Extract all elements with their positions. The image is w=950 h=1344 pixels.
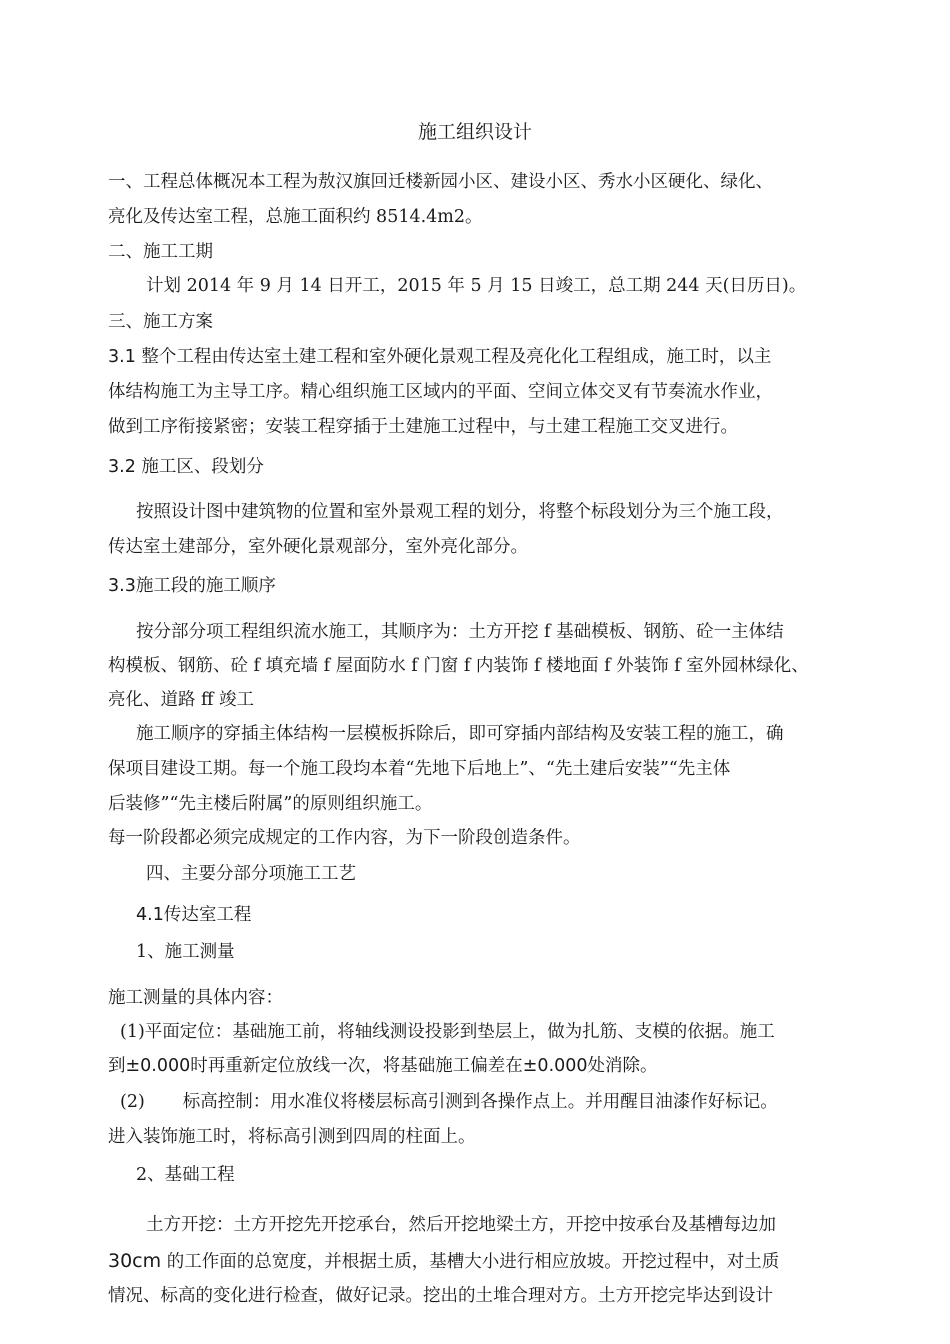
survey-item-1-line-1: (1)平面定位：基础施工前，将轴线测设投影到垫层上，做为扎筋、支模的依据。施工 bbox=[120, 1022, 775, 1042]
clause-3-2-line-1: 按照设计图中建筑物的位置和室外景观工程的划分，将整个标段划分为三个施工段， bbox=[136, 502, 784, 522]
survey-intro: 施工测量的具体内容： bbox=[108, 988, 283, 1008]
clause-3-2-heading: 3.2 施工区、段划分 bbox=[108, 457, 264, 477]
item-1-heading: 1、施工测量 bbox=[136, 942, 235, 962]
clause-3-1-line-2: 体结构施工为主导工序。精心组织施工区域内的平面、空间立体交叉有节奏流水作业， bbox=[108, 382, 773, 402]
survey-item-1-line-2: 到±0.000时再重新定位放线一次，将基础施工偏差在±0.000处消除。 bbox=[108, 1056, 658, 1076]
clause-3-1-line-1: 3.1 整个工程由传达室土建工程和室外硬化景观工程及亮化化工程组成，施工时，以主 bbox=[108, 347, 772, 367]
schedule-line: 计划 2014 年 9 月 14 日开工，2015 年 5 月 15 日竣工，总工期 244 天(日历日)。 bbox=[146, 276, 807, 296]
survey-item-2-line-2: 进入装饰施工时，将标高引测到四周的柱面上。 bbox=[108, 1127, 476, 1147]
sequence-line-4: 每一阶段都必须完成规定的工作内容，为下一阶段创造条件。 bbox=[108, 828, 581, 848]
clause-3-3-line-1: 按分部分项工程组织流水施工，其顺序为：土方开挖 f 基础模板、钢筋、砼一主体结 bbox=[136, 622, 784, 642]
clause-3-3-line-3: 亮化、道路 ff 竣工 bbox=[108, 690, 255, 710]
sequence-line-3: 后装修”“先主楼后附属”的原则组织施工。 bbox=[108, 794, 433, 814]
clause-3-2-line-2: 传达室土建部分，室外硬化景观部分，室外亮化部分。 bbox=[108, 537, 528, 557]
overview-line-2: 亮化及传达室工程，总施工面积约 8514.4m2。 bbox=[108, 207, 483, 227]
earthwork-line-2: 30cm 的工作面的总宽度，并根据土质，基槽大小进行相应放坡。开挖过程中，对土质 bbox=[108, 1250, 780, 1272]
survey-item-2-line-1: (2) 标高控制：用水准仪将楼层标高引测到各操作点上。并用醒目油漆作好标记。 bbox=[120, 1092, 778, 1112]
document-title: 施工组织设计 bbox=[417, 121, 532, 143]
sequence-line-2: 保项目建设工期。每一个施工段均本着“先地下后地上”、“先土建后安装”“先主体 bbox=[108, 759, 731, 779]
sequence-line-1: 施工顺序的穿插主体结构一层模板拆除后，即可穿插内部结构及安装工程的施工，确 bbox=[136, 724, 784, 744]
section-2-heading: 二、施工工期 bbox=[108, 242, 213, 262]
earthwork-line-1: 土方开挖：土方开挖先开挖承台，然后开挖地梁土方，开挖中按承台及基槽每边加 bbox=[146, 1215, 776, 1235]
section-4-heading: 四、主要分部分项施工工艺 bbox=[146, 864, 356, 884]
section-3-heading: 三、施工方案 bbox=[108, 312, 213, 332]
clause-4-1-heading: 4.1传达室工程 bbox=[136, 905, 252, 925]
clause-3-1-line-3: 做到工序衔接紧密；安装工程穿插于土建施工过程中，与土建工程施工交叉进行。 bbox=[108, 417, 738, 437]
earthwork-line-3: 情况、标高的变化进行检查，做好记录。挖出的土堆合理对方。土方开挖完毕达到设计 bbox=[108, 1286, 773, 1306]
section-1-overview: 一、工程总体概况本工程为敖汉旗回迁楼新园小区、建设小区、秀水小区硬化、绿化、 bbox=[108, 172, 773, 192]
clause-3-3-line-2: 构模板、钢筋、砼 f 填充墙 f 屋面防水 f 门窗 f 内装饰 f 楼地面 f 外装饰 f 室外园林绿化、 bbox=[108, 656, 809, 676]
clause-3-3-heading: 3.3施工段的施工顺序 bbox=[108, 576, 276, 596]
item-2-heading: 2、基础工程 bbox=[136, 1165, 235, 1185]
